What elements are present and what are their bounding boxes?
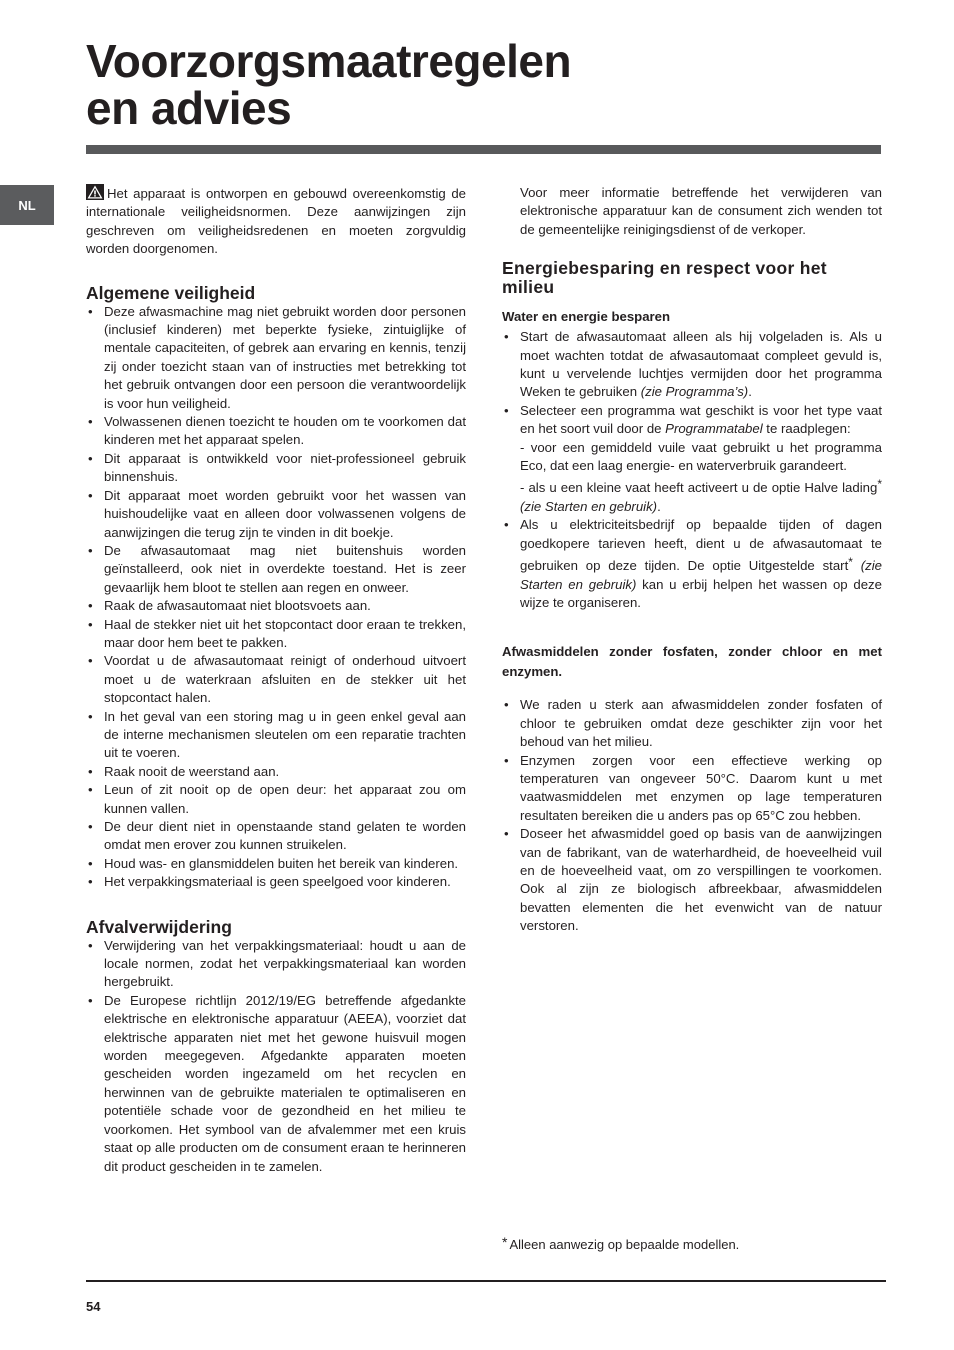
list-item: • Deze afwasmachine mag niet gebruikt worden door personen (inclusief kinderen) met beperkte fysieke, zintuiglijke of mentale capaciteiten, of gebrek aan ervaring en kennis, tenzij zij onder toezicht staan van of instructies met betrekking tot het gebruik ontvangen door een persoon die verantwoordelijk is voor hun veiligheid. xyxy=(86,303,466,413)
energy-list xyxy=(502,328,882,612)
section-heading-detergents: Afwasmiddelen zonder fosfaten, zonder chloor en met enzymen. xyxy=(502,644,882,680)
list-item: • Als u elektriciteitsbedrijf op bepaalde tijden of dagen goedkopere tarieven heeft, dient u de afwasautomaat te gebruiken op deze tijden. De optie Uitgestelde start* (zie Starten en gebruik) kan u erbij helpen het wassen op deze wijze te organiseren. xyxy=(502,516,882,612)
list-item: • We raden u sterk aan afwasmiddelen zonder fosfaten of chloor te gebruiken omdat deze geschikter zijn voor het behoud van het milieu. xyxy=(502,696,882,751)
list-item: • Dit apparaat is ontwikkeld voor niet-professioneel gebruik binnenshuis. xyxy=(86,450,466,487)
left-column xyxy=(86,184,466,1176)
disposal-info-paragraph: Voor meer informatie betreffende het verwijderen van elektronische apparatuur kan de consument zich wenden tot de gemeentelijke reinigingsdienst of de verkoper. xyxy=(520,185,882,237)
footnote-marker: * xyxy=(848,555,853,570)
list-item: • Het verpakkingsmateriaal is geen speelgoed voor kinderen. xyxy=(86,873,466,891)
footer-divider xyxy=(86,1280,886,1282)
list-item: • In het geval van een storing mag u in geen enkel geval aan de interne mechanismen sleutelen om een reparatie trachten uit te voeren. xyxy=(86,708,466,763)
list-item: • Raak de afwasautomaat niet blootsvoets aan. xyxy=(86,597,466,615)
reference-link: (zie Starten en gebruik) xyxy=(520,558,882,592)
list-item: • De Europese richtlijn 2012/19/EG betreffende afgedankte elektrische en elektronische apparatuur (AEEA), voorziet dat elektrische apparaten niet met het gewone huisvuil mogen worden meegegeven. Afgedankte apparaten moeten gescheiden worden ingezameld om het recyclen en herwinnen van de gebruikte materialen te optimaliseren en potentiële schade voor de gezondheid en het milieu te voorkomen. Het symbool van de afvalemmer met een kruis staat op alle producten om de consument eraan te herinneren dit product gescheiden in te zamelen. xyxy=(86,992,466,1176)
intro-text: Het apparaat is ontworpen en gebouwd overeenkomstig de internationale veiligheidsnormen. Deze aanwijzingen zijn geschreven om veiligheidsredenen en moeten zorgvuldig worden doorgenomen. xyxy=(86,186,466,257)
reference-link: (zie Starten en gebruik) xyxy=(520,498,658,514)
page-title-line-2: en advies xyxy=(86,82,292,134)
section-heading-safety: Algemene veiligheid xyxy=(86,282,256,303)
list-item: • Raak nooit de weerstand aan. xyxy=(86,763,466,781)
list-item: • Verwijdering van het verpakkingsmateriaal: houdt u aan de locale normen, zodat het verpakkingsmateriaal kan worden hergebruikt. xyxy=(86,937,466,992)
page-title xyxy=(86,35,572,134)
program-eco-note: - voor een gemiddeld vuile vaat gebruikt u het programma Eco, dat een laag energie- en waterverbruik garandeert. xyxy=(520,439,882,474)
list-item: • Leun of zit nooit op de open deur: het apparaat zou om kunnen vallen. xyxy=(86,781,466,818)
title-divider xyxy=(86,145,881,154)
footnote-marker: * xyxy=(877,477,882,492)
reference-link: (zie Programma’s) xyxy=(640,384,749,400)
safety-list xyxy=(86,303,466,892)
list-item: • Houd was- en glansmiddelen buiten het bereik van kinderen. xyxy=(86,855,466,873)
reference-link: Programmatabel xyxy=(665,421,763,437)
warning-triangle-icon xyxy=(86,184,104,200)
list-item: • Start de afwasautomaat alleen als hij volgeladen is. Als u moet wachten totdat de afwasautomaat compleet gevuld is, kunt u vervelende luchtjes vermijden door het programma Weken te gebruiken (zie Programma’s). xyxy=(502,328,882,402)
subheading-water-energy: Water en energie besparen xyxy=(502,309,671,325)
list-item: • Doseer het afwasmiddel goed op basis van de aanwijzingen van de fabrikant, van de waterhardheid, de hoeveelheid vuil en de hoeveelheid vaat, om zo verspillingen te voorkomen. Ook al zijn ze biologisch afbreekbaar, afwasmiddelen bevatten elementen die het evenwicht van de natuur verstoren. xyxy=(502,825,882,935)
footnote-marker: * xyxy=(502,1234,508,1250)
list-item: • Selecteer een programma wat geschikt is voor het type vaat en het soort vuil door de Programmatabel te raadplegen: - voor een gemiddeld vuile vaat gebruikt u het programma Eco, dat een laag energie- en waterverbruik garandeert. - als u een kleine vaat heeft activeert u de optie Halve lading* (zie Starten en gebruik). xyxy=(502,402,882,516)
disposal-list xyxy=(86,937,466,1176)
list-item: • Volwassenen dienen toezicht te houden om te voorkomen dat kinderen met het apparaat spelen. xyxy=(86,413,466,450)
list-item: • Enzymen zorgen voor een effectieve werking op temperaturen van ongeveer 50°C. Daarom kunt u met vaatwasmiddelen met enzymen op lage temperaturen resultaten bereiken die u anders pas op 65°C zou hebben. xyxy=(502,752,882,826)
page-number: 54 xyxy=(86,1299,101,1314)
page-title-line-1: Voorzorgsmaatregelen xyxy=(86,35,572,87)
list-item: • Voordat u de afwasautomaat reinigt of onderhoud uitvoert moet u de waterkraan afsluiten en de stekker uit het stopcontact halen. xyxy=(86,652,466,707)
section-heading-disposal: Afvalverwijdering xyxy=(86,916,232,937)
list-item: • Haal de stekker niet uit het stopcontact door eraan te trekken, maar door hem beet te pakken. xyxy=(86,616,466,653)
footnote-text: Alleen aanwezig op bepaalde modellen. xyxy=(509,1237,740,1252)
footnote xyxy=(502,1233,739,1254)
intro-paragraph xyxy=(86,184,466,259)
right-column xyxy=(502,184,882,936)
language-tab: NL xyxy=(0,185,54,225)
list-item: • De deur dient niet in openstaande stand gelaten te worden omdat men erover zou kunnen struikelen. xyxy=(86,818,466,855)
list-item: • Dit apparaat moet worden gebruikt voor het wassen van huishoudelijke vaat en alleen door volwassenen volgens de aanwijzingen die terug zijn te vinden in dit boekje. xyxy=(86,487,466,542)
list-item: • De afwasautomaat mag niet buitenshuis worden geïnstalleerd, ook niet in overdekte toestand. Het is zeer gevaarlijk hem bloot te stellen aan regen en onweer. xyxy=(86,542,466,597)
section-heading-energy: Energiebesparing en respect voor het milieu xyxy=(502,258,827,298)
half-load-note: - als u een kleine vaat heeft activeert u de optie Halve lading xyxy=(520,480,878,496)
detergents-list xyxy=(502,696,882,935)
